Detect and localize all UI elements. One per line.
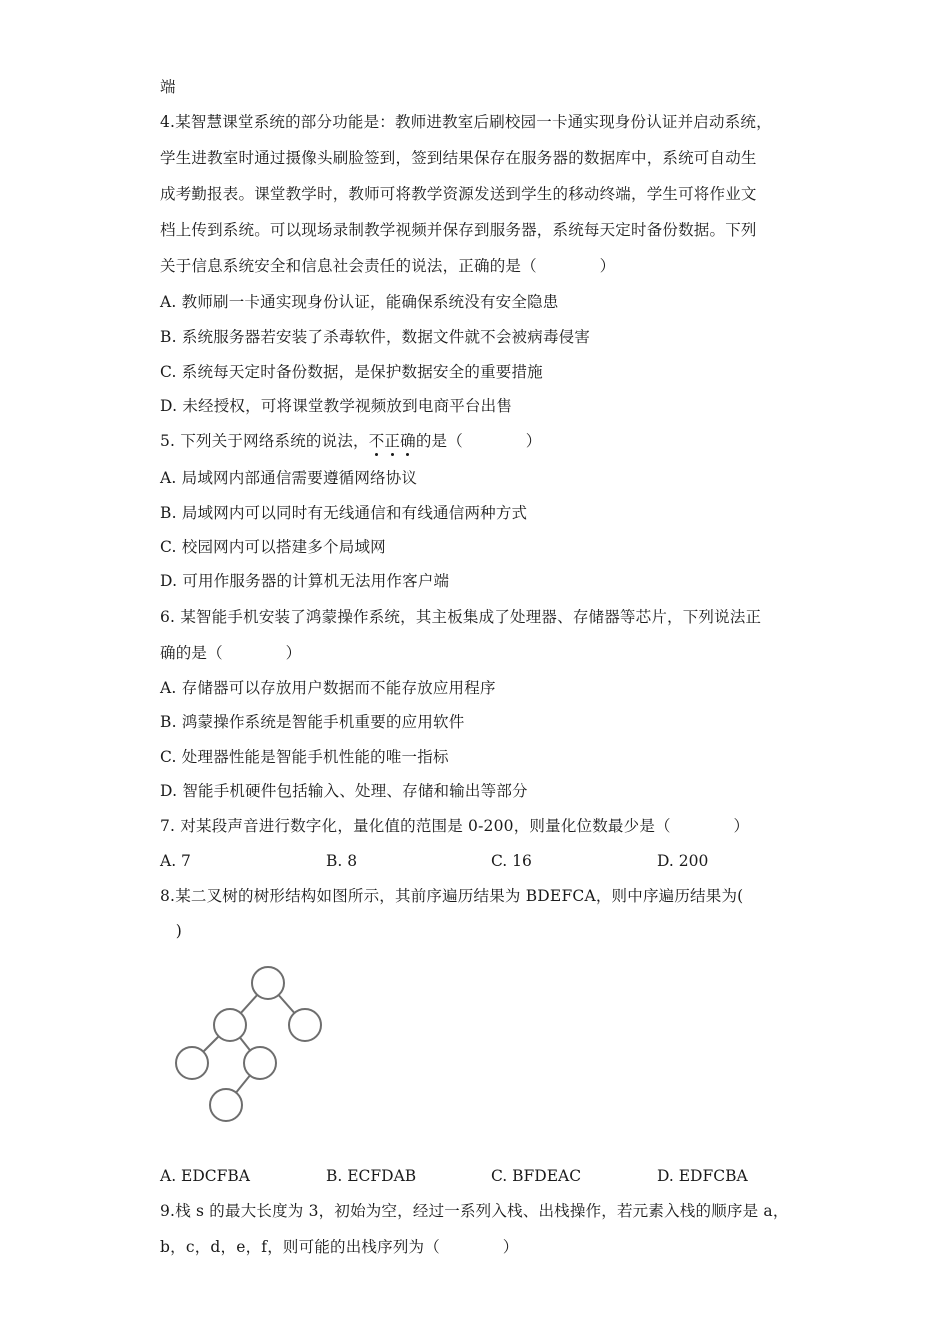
q5-option-b: B. 局域网内可以同时有无线通信和有线通信两种方式	[160, 504, 528, 522]
q4-stem-line-2: 学生进教室时通过摄像头刷脸签到，签到结果保存在服务器的数据库中，系统可自动生	[160, 149, 757, 167]
q8-option-c: C. BFDEAC	[491, 1167, 582, 1185]
tree-node-left-right-child	[210, 1089, 242, 1121]
q4-stem-line-5: 关于信息系统安全和信息社会责任的说法，正确的是（ ）	[160, 257, 616, 275]
q8-option-d: D. EDFCBA	[657, 1167, 748, 1185]
q5-option-d: D. 可用作服务器的计算机无法用作客户端	[160, 572, 450, 590]
q6-option-a: A. 存储器可以存放用户数据而不能存放应用程序	[160, 679, 496, 697]
q7-option-b: B. 8	[326, 852, 358, 870]
top-fragment: 端	[160, 78, 176, 96]
q5-emph-3: 确	[400, 432, 416, 450]
q4-option-b: B. 系统服务器若安装了杀毒软件，数据文件就不会被病毒侵害	[160, 328, 591, 346]
q6-option-b: B. 鸿蒙操作系统是智能手机重要的应用软件	[160, 713, 465, 731]
q5-stem-after: 的是（ ）	[415, 432, 542, 450]
q7-option-a: A. 7	[160, 852, 191, 870]
q7-stem: 7. 对某段声音进行数字化，量化值的范围是 0-200，则量化位数最少是（ ）	[160, 817, 750, 835]
tree-node-left-left	[176, 1047, 208, 1079]
tree-node-root	[252, 967, 284, 999]
q6-option-d: D. 智能手机硬件包括输入、处理、存储和输出等部分	[160, 782, 528, 800]
q8-stem-line-2: )	[160, 922, 182, 940]
q7-option-d: D. 200	[657, 852, 709, 870]
q4-option-d: D. 未经授权，可将课堂教学视频放到电商平台出售	[160, 397, 513, 415]
tree-node-left	[214, 1009, 246, 1041]
q5-emph-2: 正	[384, 432, 401, 450]
q4-option-c: C. 系统每天定时备份数据，是保护数据安全的重要措施	[160, 363, 543, 381]
q5-emph-1: 不	[368, 432, 385, 450]
q8-stem-line-1: 8.某二叉树的树形结构如图所示，其前序遍历结果为 BDEFCA，则中序遍历结果为(	[160, 887, 744, 905]
q5-stem-before: 5. 下列关于网络系统的说法，	[160, 432, 369, 450]
q5-option-c: C. 校园网内可以搭建多个局域网	[160, 538, 386, 556]
tree-node-right	[289, 1009, 321, 1041]
q6-stem-line-2: 确的是（ ）	[160, 644, 302, 662]
q6-stem-line-1: 6. 某智能手机安装了鸿蒙操作系统，其主板集成了处理器、存储器等芯片，下列说法正	[160, 608, 762, 626]
q7-option-c: C. 16	[491, 852, 532, 870]
binary-tree-diagram	[160, 955, 340, 1135]
q4-stem-line-1: 4.某智慧课堂系统的部分功能是：教师进教室后刷校园一卡通实现身份认证并启动系统，	[160, 113, 772, 131]
q4-option-a: A. 教师刷一卡通实现身份认证，能确保系统没有安全隐患	[160, 293, 559, 311]
q6-option-c: C. 处理器性能是智能手机性能的唯一指标	[160, 748, 449, 766]
q9-stem-line-2: b，c，d，e，f，则可能的出栈序列为（ ）	[160, 1238, 519, 1256]
q4-stem-line-3: 成考勤报表。课堂教学时，教师可将教学资源发送到学生的移动终端，学生可将作业文	[160, 185, 757, 203]
tree-node-left-right	[244, 1047, 276, 1079]
q8-option-a: A. EDCFBA	[160, 1167, 250, 1185]
q8-option-b: B. ECFDAB	[326, 1167, 417, 1185]
q9-stem-line-1: 9.栈 s 的最大长度为 3，初始为空，经过一系列入栈、出栈操作，若元素入栈的顺序是 a，	[160, 1202, 789, 1220]
q5-option-a: A. 局域网内部通信需要遵循网络协议	[160, 469, 418, 487]
q4-stem-line-4: 档上传到系统。可以现场录制教学视频并保存到服务器，系统每天定时备份数据。下列	[160, 221, 757, 239]
q5-stem	[160, 431, 541, 451]
